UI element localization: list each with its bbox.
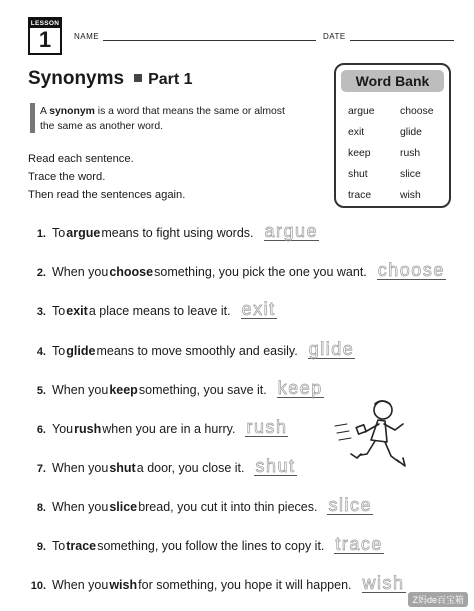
- item-number: 1.: [36, 228, 46, 240]
- word-bank-word: slice: [400, 169, 421, 180]
- definition-box: [40, 104, 290, 134]
- sentence-item: [22, 340, 355, 362]
- sentence-before: When you: [52, 265, 109, 279]
- sentence-item: [22, 261, 446, 283]
- instruction-line: Read each sentence.: [28, 153, 134, 165]
- trace-word[interactable]: argue: [264, 221, 319, 241]
- definition-term: synonym: [49, 106, 95, 117]
- word-bank: [334, 63, 451, 208]
- square-bullet-icon: [134, 74, 142, 82]
- trace-word[interactable]: wish: [362, 573, 405, 593]
- item-number: 4.: [36, 346, 46, 358]
- sentence-after: bread, you cut it into thin pieces.: [138, 500, 318, 514]
- trace-word[interactable]: shut: [255, 456, 296, 476]
- sentence-item: [22, 535, 384, 557]
- sentence-before: You: [52, 422, 74, 436]
- item-number: 7.: [36, 463, 46, 475]
- date-label: DATE: [323, 32, 346, 41]
- sentence-keyword: keep: [109, 383, 138, 397]
- definition-after: is a word that means the same or almost the same as another word.: [40, 106, 285, 132]
- sentence-before: When you: [52, 461, 109, 475]
- word-bank-word: argue: [348, 106, 375, 117]
- item-number: 10.: [30, 580, 46, 592]
- sentence-item: [22, 574, 406, 596]
- sentence-keyword: exit: [66, 304, 88, 318]
- title-main: Synonyms: [28, 68, 125, 89]
- sentence-after: means to fight using words.: [101, 226, 254, 240]
- date-field[interactable]: [350, 40, 454, 41]
- trace-word[interactable]: keep: [277, 378, 323, 398]
- sentence-keyword: argue: [66, 226, 101, 240]
- word-bank-word: glide: [400, 127, 422, 138]
- sentence-keyword: choose: [109, 265, 154, 279]
- instruction-line: Then read the sentences again.: [28, 189, 186, 201]
- name-field[interactable]: [103, 40, 316, 41]
- item-number: 6.: [36, 424, 46, 436]
- name-label: NAME: [74, 32, 100, 41]
- lesson-badge: [28, 17, 62, 55]
- trace-word[interactable]: slice: [328, 495, 372, 515]
- sentence-keyword: trace: [66, 539, 97, 553]
- trace-word[interactable]: rush: [246, 417, 288, 437]
- lesson-label: LESSON: [30, 20, 60, 27]
- sentence-before: To: [52, 344, 66, 358]
- item-number: 3.: [36, 306, 46, 318]
- word-bank-word: wish: [400, 190, 421, 201]
- sentence-before: To: [52, 226, 66, 240]
- sentence-keyword: wish: [109, 578, 138, 592]
- word-bank-title: Word Bank: [341, 70, 444, 92]
- word-bank-word: choose: [400, 106, 434, 117]
- sentence-keyword: shut: [109, 461, 136, 475]
- trace-word[interactable]: exit: [241, 299, 276, 319]
- sentence-item: [22, 300, 277, 322]
- sentence-after: means to move smoothly and easily.: [96, 344, 298, 358]
- item-number: 8.: [36, 502, 46, 514]
- word-bank-word: trace: [348, 190, 372, 201]
- trace-word[interactable]: glide: [308, 339, 355, 359]
- word-bank-word: shut: [348, 169, 368, 180]
- page-title: [28, 68, 193, 90]
- sentence-item: [22, 496, 373, 518]
- item-number: 2.: [36, 267, 46, 279]
- sentence-before: When you: [52, 578, 109, 592]
- sentence-after: a door, you close it.: [136, 461, 245, 475]
- trace-word[interactable]: choose: [377, 260, 445, 280]
- instruction-line: Trace the word.: [28, 171, 106, 183]
- sentence-after: something, you save it.: [138, 383, 267, 397]
- sentence-after: a place means to leave it.: [88, 304, 231, 318]
- sentence-before: When you: [52, 500, 109, 514]
- title-part: Part 1: [148, 71, 193, 88]
- item-number: 5.: [36, 385, 46, 397]
- sentence-keyword: rush: [74, 422, 102, 436]
- item-number: 9.: [36, 541, 46, 553]
- sentence-before: To: [52, 539, 66, 553]
- sentence-after: for something, you hope it will happen.: [138, 578, 352, 592]
- sentence-item: [22, 222, 319, 244]
- word-bank-word: keep: [348, 148, 371, 159]
- lesson-number: 1: [38, 27, 52, 52]
- definition-before: A: [40, 106, 50, 117]
- sentence-before: To: [52, 304, 66, 318]
- trace-word[interactable]: trace: [335, 534, 383, 554]
- sentence-after: when you are in a hurry.: [102, 422, 236, 436]
- definition-bar: [30, 103, 35, 133]
- sentence-before: When you: [52, 383, 109, 397]
- sentence-after: something, you follow the lines to copy it.: [97, 539, 325, 553]
- watermark-label: Z妈de百宝箱: [408, 592, 468, 607]
- sentence-keyword: slice: [109, 500, 138, 514]
- sentence-item: [22, 418, 288, 440]
- sentence-after: something, you pick the one you want.: [154, 265, 367, 279]
- running-child-illustration: [333, 396, 415, 474]
- sentence-item: [22, 457, 297, 479]
- word-bank-word: exit: [348, 127, 365, 138]
- word-bank-word: rush: [400, 148, 421, 159]
- sentence-keyword: glide: [66, 344, 96, 358]
- sentence-item: [22, 379, 324, 401]
